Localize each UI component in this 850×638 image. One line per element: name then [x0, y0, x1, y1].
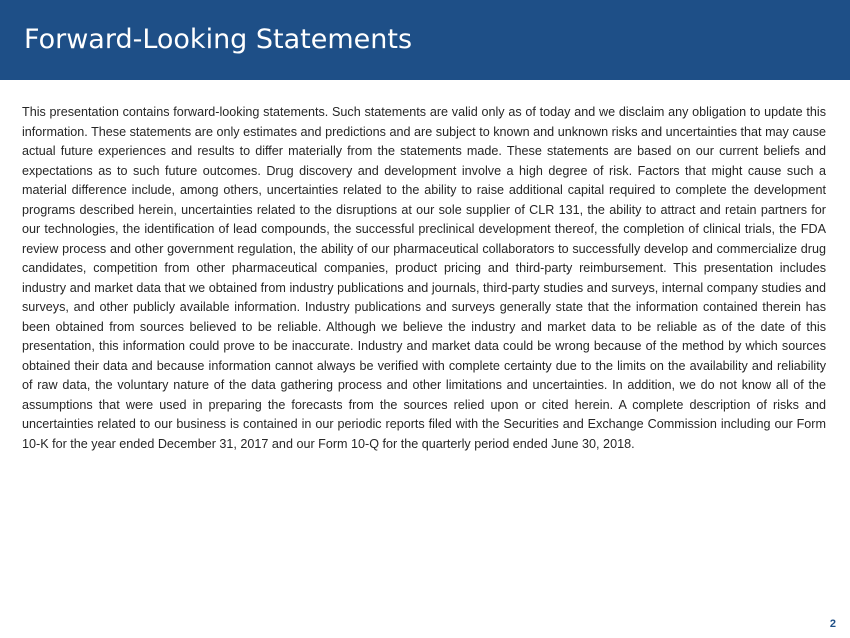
- page-number: 2: [829, 618, 836, 630]
- disclaimer-paragraph: This presentation contains forward-looking statements. Such statements are valid only as of today and we disclaim any obligation to update this information. These statements are only estimates and predictions and are subject to known and unknown risks and uncertainties that may cause actual future experiences and results to differ materially from the statements made. These statements are based on our current beliefs and expectations as to such future outcomes. Drug discovery and development involve a high degree of risk. Factors that might cause such a material difference include, among others, uncertainties related to the ability to raise additional capital required to complete the development programs described herein, uncertainties related to the disruptions at our sole supplier of CLR 131, the ability to attract and retain partners for our technologies, the identification of lead compounds, the successful preclinical development thereof, the completion of clinical trials, the FDA review process and other government regulation, the ability of our pharmaceutical collaborators to successfully develop and commercialize drug candidates, competition from other pharmaceutical companies, product pricing and third-party reimbursement. This presentation includes industry and market data that we obtained from industry publications and journals, third-party studies and surveys, internal company studies and surveys, and other publicly available information. Industry publications and surveys generally state that the information contained therein has been obtained from sources believed to be reliable. Although we believe the industry and market data to be reliable as of the date of this presentation, this information could prove to be inaccurate. Industry and market data could be wrong because of the method by which sources obtained their data and because information cannot always be verified with complete certainty due to the limits on the availability and reliability of raw data, the voluntary nature of the data gathering process and other limitations and uncertainties. In addition, we do not know all of the assumptions that were used in preparing the forecasts from the sources relied upon or cited herein. A complete description of risks and uncertainties related to our business is contained in our periodic reports filed with the Securities and Exchange Commission including our Form 10-K for the year ended December 31, 2017 and our Form 10-Q for the quarterly period ended June 30, 2018.: [22, 105, 826, 451]
- page-title: Forward-Looking Statements: [24, 24, 413, 55]
- header-bar: [0, 0, 850, 80]
